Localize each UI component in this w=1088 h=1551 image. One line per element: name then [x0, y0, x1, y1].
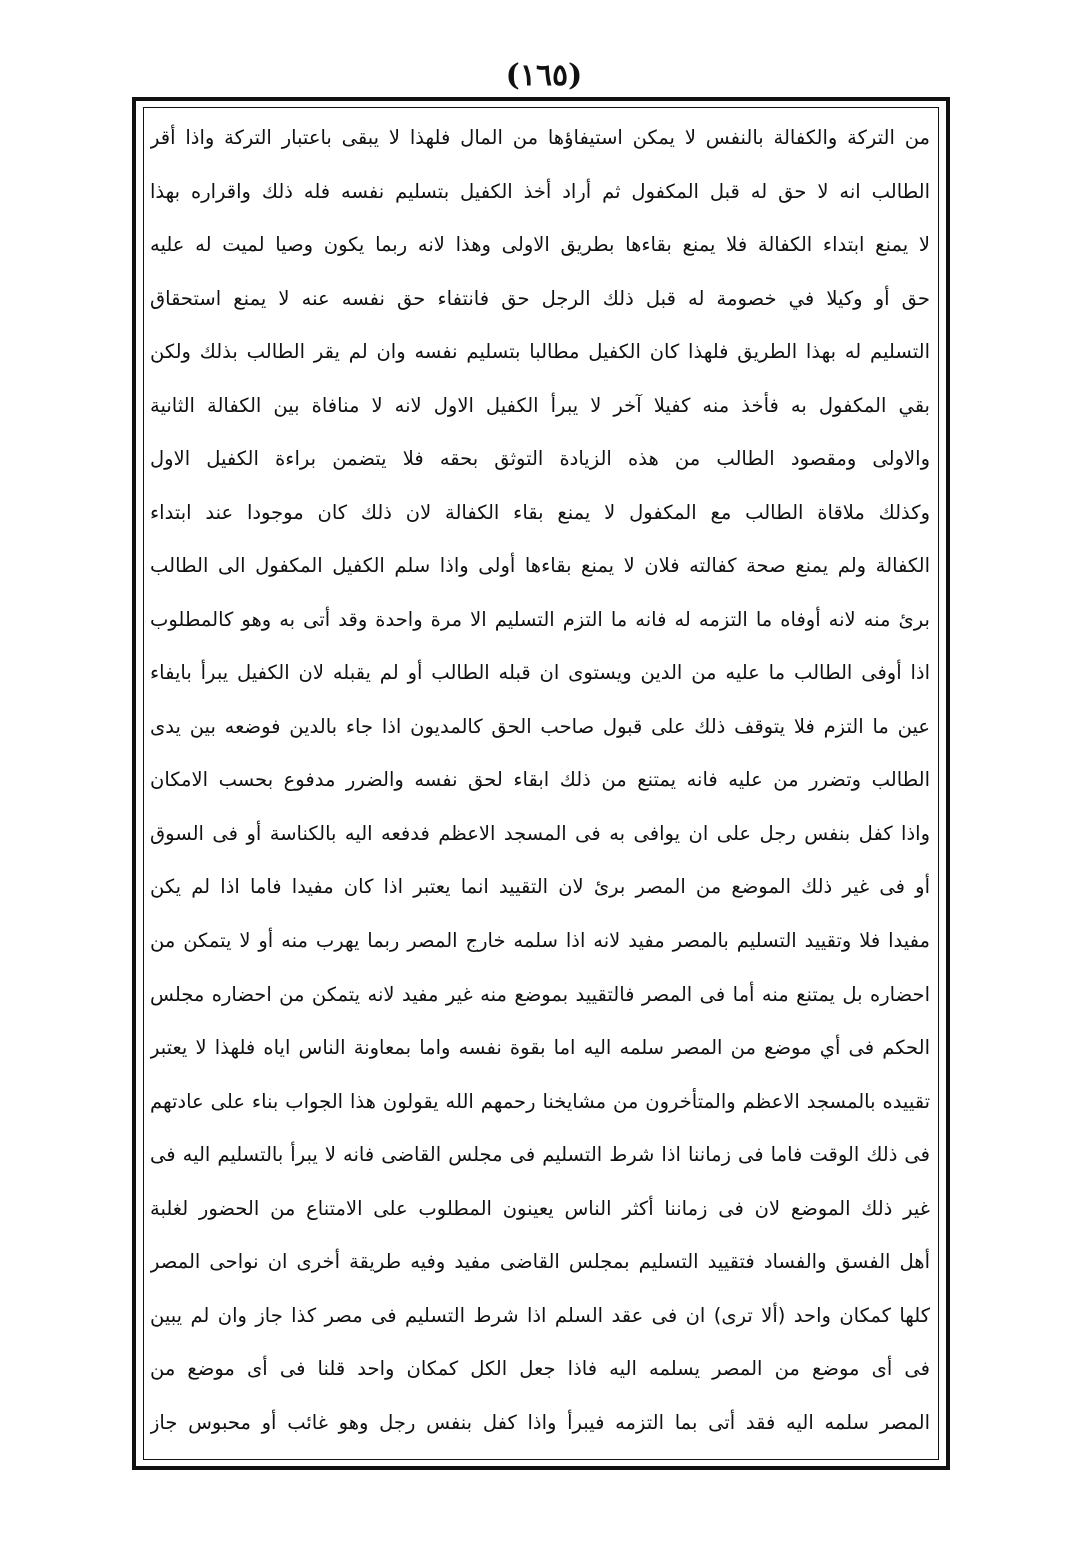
text-line: الحكم فى أي موضع من المصر سلمه اليه اما بقوة نفسه واما بمعاونة الناس اياه فلهذا لا يعتبر: [150, 1036, 930, 1060]
text-line: برئ منه لانه أوفاه ما التزمه له فانه ما التزم التسليم الا مرة واحدة وقد أتى به وهو كالمطلوب: [150, 607, 930, 631]
text-line: الطالب وتضرر من عليه فانه يمتنع من ذلك ابقاء لحق نفسه والضرر مدفوع بحسب الامكان: [150, 768, 930, 792]
text-line: لا يمنع ابتداء الكفالة فلا يمنع بقاءها بطريق الاولى وهذا لانه ربما يكون وصيا لميت له عليه: [150, 233, 930, 257]
text-line: أو فى غير ذلك الموضع من المصر برئ لان التقييد انما يعتبر اذا كان مفيدا فاما اذا لم يكن: [150, 875, 930, 899]
text-line: وكذلك ملاقاة الطالب مع المكفول لا يمنع بقاء الكفالة لان ذلك كان موجودا عند ابتداء: [150, 500, 930, 524]
text-line: تقييده بالمسجد الاعظم والمتأخرون من مشايخنا رحمهم الله يقولون هذا الجواب بناء على عادتهم: [150, 1089, 930, 1113]
text-body: [150, 118, 930, 1443]
text-line: بقي المكفول به فأخذ منه كفيلا آخر لا يبرأ الكفيل الاول لانه لا منافاة بين الكفالة الثانية: [150, 393, 930, 417]
text-line: أهل الفسق والفساد فتقييد التسليم بمجلس القاضى مفيد وفيه طريقة أخرى ان نواحى المصر: [150, 1250, 930, 1274]
text-line: فى ذلك الوقت فاما فى زماننا اذا شرط التسليم فى مجلس القاضى فانه لا يبرأ بالتسليم اليه فى: [150, 1143, 930, 1167]
text-line: التسليم له بهذا الطريق فلهذا كان الكفيل مطالبا بتسليم نفسه وان لم يقر الطالب بذلك ولكن: [150, 340, 930, 364]
text-line: عين ما التزم فلا يتوقف ذلك على قبول صاحب الحق كالمديون اذا جاء بالدين فوضعه بين يدى: [150, 714, 930, 738]
text-line: اذا أوفى الطالب ما عليه من الدين ويستوى ان قبله الطالب أو لم يقبله لان الكفيل يبرأ بايفاء: [150, 661, 930, 685]
text-line: الكفالة ولم يمنع صحة كفالته فلان لا يمنع بقاءها أولى واذا سلم الكفيل المكفول الى الطالب: [150, 554, 930, 578]
text-line: من التركة والكفالة بالنفس لا يمكن استيفاؤها من المال فلهذا لا يبقى باعتبار التركة واذا أقر: [150, 126, 930, 149]
text-line: غير ذلك الموضع لان فى زماننا أكثر الناس يعينون المطلوب على الامتناع من الحضور لغلبة: [150, 1196, 930, 1220]
page-number: (١٦٥): [505, 58, 583, 93]
text-line: واذا كفل بنفس رجل على ان يوافى به فى المسجد الاعظم فدفعه اليه بالكناسة أو فى السوق: [150, 821, 930, 845]
text-line: كلها كمكان واحد (ألا ترى) ان فى عقد السلم اذا شرط التسليم فى مصر كذا جاز وان لم يبين: [150, 1303, 930, 1327]
text-line: فى أى موضع من المصر يسلمه اليه فاذا جعل الكل كمكان واحد قلنا فى أى موضع من: [150, 1357, 930, 1381]
text-line: مفيدا فلا وتقييد التسليم بالمصر مفيد لانه اذا سلمه خارج المصر ربما يهرب منه أو لا يتمكن من: [150, 928, 930, 952]
text-line: والاولى ومقصود الطالب من هذه الزيادة التوثق بحقه فلا يتضمن براءة الكفيل الاول: [150, 447, 930, 471]
text-line: حق أو وكيلا في خصومة له قبل ذلك الرجل حق فانتفاء حق نفسه عنه لا يمنع استحقاق: [150, 286, 930, 310]
text-line: المصر سلمه اليه فقد أتى بما التزمه فيبرأ واذا كفل بنفس رجل وهو غائب أو محبوس جاز: [150, 1410, 930, 1434]
text-line: احضاره بل يمتنع منه أما فى المصر فالتقييد بموضع منه غير مفيد لانه يتمكن من احضاره مجلس: [150, 982, 930, 1006]
text-line: الطالب انه لا حق له قبل المكفول ثم أراد أخذ الكفيل بتسليم نفسه فله ذلك واقراره بهذا: [150, 179, 930, 203]
